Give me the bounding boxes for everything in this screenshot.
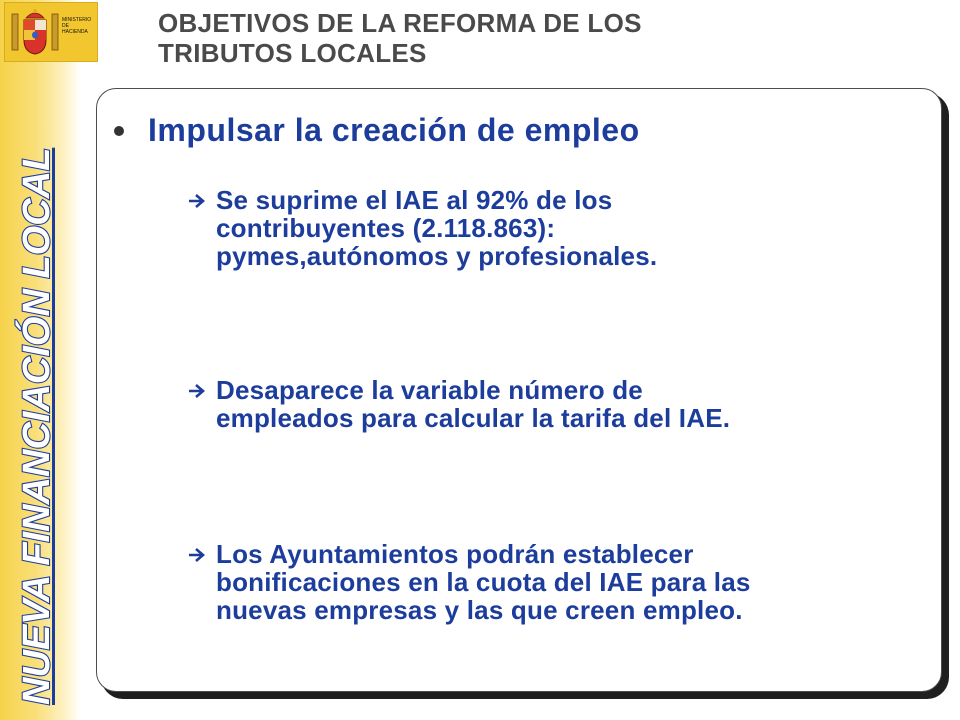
main-bullet — [114, 112, 640, 149]
sub-bullet-text: Desaparece la variable número de empleados para calcular la tarifa del IAE. — [216, 375, 731, 433]
bullet-dot-icon — [114, 126, 124, 136]
coat-of-arms-icon — [10, 6, 60, 58]
arrow-right-icon — [188, 383, 206, 399]
sub-bullet-text: Los Ayuntamientos podrán establecer bonificaciones en la cuota del IAE para las nuevas empresas y las que creen empleo. — [216, 539, 751, 625]
main-bullet-text: Impulsar la creación de empleo — [148, 112, 640, 148]
ministry-label: MINISTERIO DE HACIENDA — [62, 17, 92, 35]
title-line-2: TRIBUTOS LOCALES — [158, 38, 427, 68]
arrow-right-icon — [188, 547, 206, 563]
page-title — [158, 8, 878, 68]
arrow-right-icon — [188, 193, 206, 209]
sub-bullet — [188, 540, 928, 624]
sub-bullet — [188, 186, 928, 270]
title-line-1: OBJETIVOS DE LA REFORMA DE LOS — [158, 8, 642, 38]
ministry-logo — [4, 2, 98, 62]
sub-bullet — [188, 376, 928, 432]
vertical-section-title: NUEVA FINANCIACIÓN LOCAL — [16, 147, 58, 705]
sub-bullet-text: Se suprime el IAE al 92% de los contribuyentes (2.118.863): pymes,autónomos y profesionales. — [216, 185, 658, 271]
